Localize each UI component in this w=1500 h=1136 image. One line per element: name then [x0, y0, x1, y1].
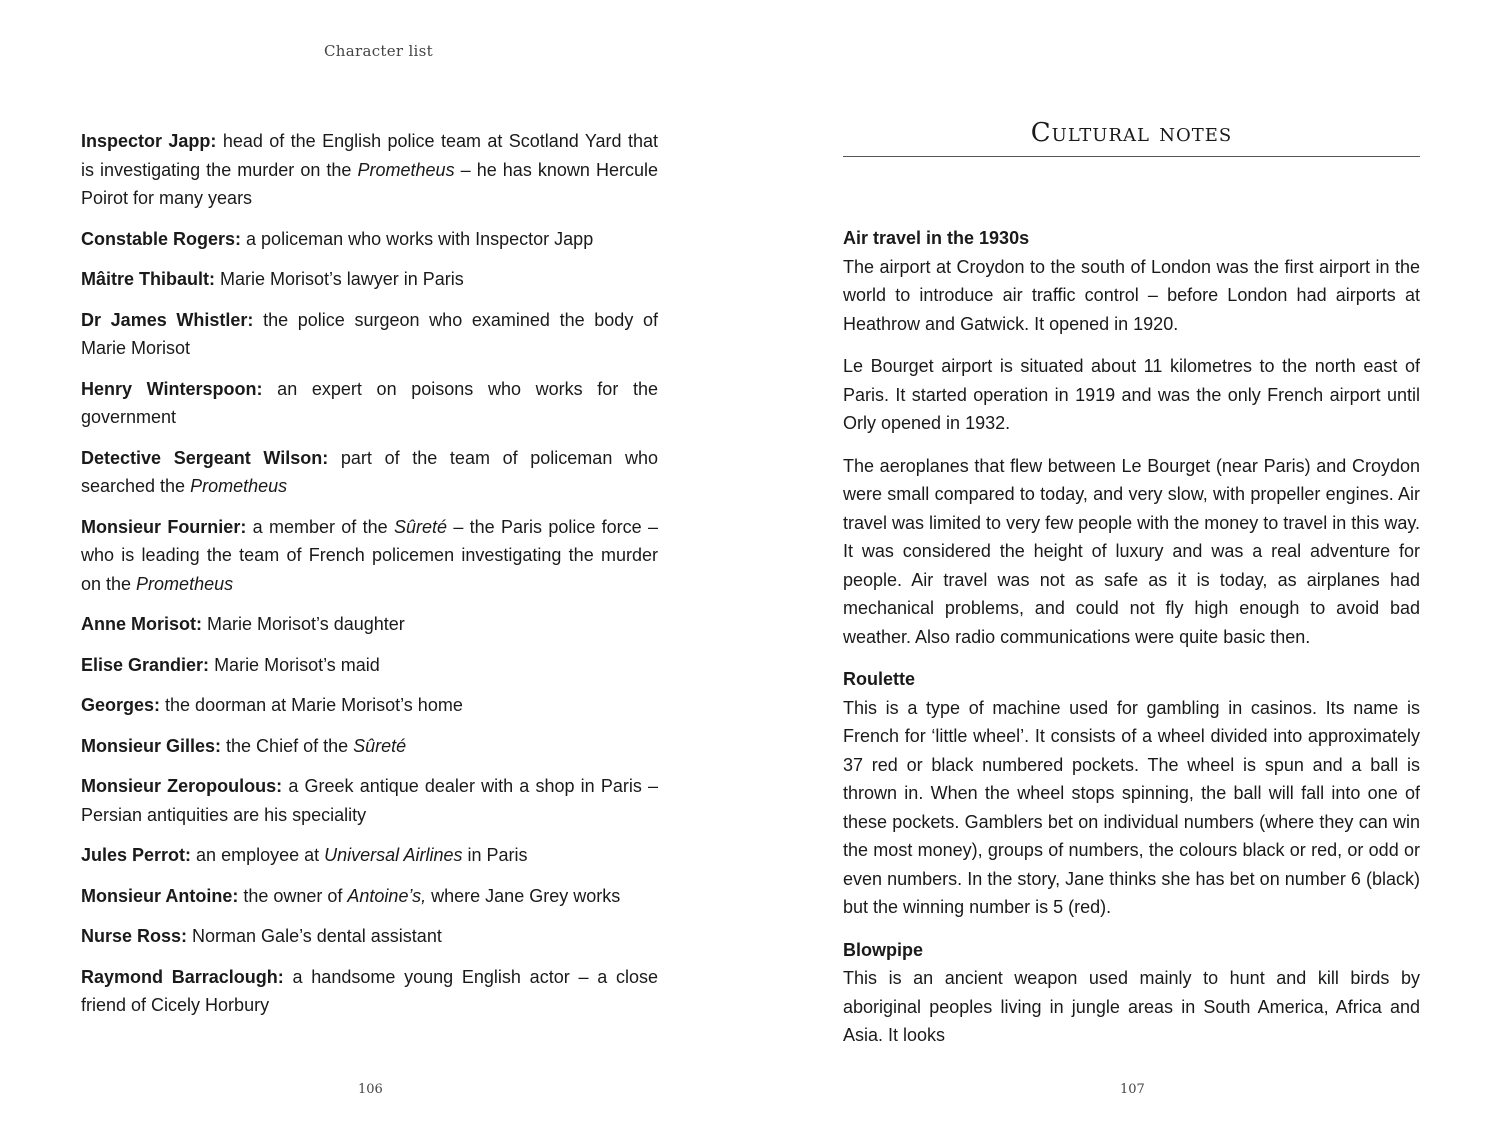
character-name: Monsieur Gilles: [81, 735, 222, 756]
character-name: Detective Sergeant Wilson: [81, 447, 329, 468]
character-description: the doorman at Marie Morisot’s home [160, 695, 463, 715]
character-name: Anne Morisot: [81, 614, 202, 634]
character-description: a Greek antique dealer with a shop in Paris – Persian antiquities are his speciality [81, 776, 659, 825]
note-section [843, 224, 1420, 651]
running-head: Character list [324, 42, 433, 60]
cultural-notes [843, 224, 1420, 1064]
character-description: an expert on poisons who works for the government [81, 378, 658, 427]
character-name: Nurse Ross: [81, 926, 188, 946]
character-description: Norman Gale’s dental assistant [187, 926, 442, 946]
character-entry [81, 610, 658, 639]
character-entry [81, 772, 658, 829]
character-name: Georges: [81, 695, 161, 715]
character-description-italic: Sûreté [393, 516, 448, 537]
character-name: Monsieur Fournier: [81, 516, 247, 537]
note-paragraph: The airport at Croydon to the south of London was the first airport in the world to introduce air traffic control – before London had airports at Heathrow and Gatwick. It opened in 1920. [843, 256, 1420, 334]
character-description: a member of the [246, 516, 394, 537]
character-description: a handsome young English actor – a close friend of Cicely Horbury [81, 966, 658, 1015]
character-entry [81, 265, 658, 294]
character-entry [81, 127, 658, 213]
character-description-italic: Sûreté [353, 735, 407, 756]
character-description: a policeman who works with Inspector Japp [241, 228, 594, 249]
character-name: Constable Rogers: [81, 228, 242, 249]
character-description: Marie Morisot’s maid [209, 654, 380, 675]
character-description: the owner of [238, 885, 348, 906]
character-description: Marie Morisot’s daughter [202, 614, 405, 634]
note-paragraph: This is a type of machine used for gambling in casinos. Its name is French for ‘little wheel’. It consists of a wheel divided into approximately 37 red or black numbered pockets. The wheel is spun and a ball is thrown in. When the wheel stops spinning, the ball will fall into one of these pockets. Gamblers bet on individual numbers (where they can win the most money), groups of numbers, the colours black or red, or odd or even numbers. In the story, Jane thinks she has bet on number 6 (black) but the winning number is 5 (red). [843, 697, 1420, 917]
character-name: Mâitre Thibault: [81, 269, 215, 289]
character-description: – the Paris police force – who is leading the team of French policemen investigating the murder on the [81, 516, 658, 594]
note-paragraph: Le Bourget airport is situated about 11 kilometres to the north east of Paris. It started operation in 1919 and was the only French airport until Orly opened in 1932. [843, 356, 1420, 433]
character-name: Inspector Japp: [81, 131, 217, 151]
character-description: where Jane Grey works [426, 885, 621, 906]
character-description: – he has known Hercule Poirot for many years [81, 159, 658, 208]
note-paragraph: This is an ancient weapon used mainly to hunt and kill birds by aboriginal peoples living in jungle areas in South America, Africa and Asia. It looks [843, 968, 1420, 1045]
page-number-right: 107 [1120, 1082, 1145, 1097]
note-paragraph: The aeroplanes that flew between Le Bourget (near Paris) and Croydon were small compared to today, and very slow, with propeller engines. Air travel was limited to very few people with the money to travel in this way. It was considered the height of luxury and was a real adventure for people. Air travel was not as safe as it is today, as airplanes had mechanical problems, and could not fly high enough to avoid bad weather. Also radio communications were quite basic then. [843, 455, 1420, 647]
character-name: Jules Perrot: [81, 845, 192, 865]
character-description: in Paris [462, 845, 528, 865]
character-description: the police surgeon who examined the body of Marie Morisot [81, 309, 658, 358]
character-entry [81, 882, 658, 911]
character-name: Monsieur Antoine: [81, 885, 239, 906]
note-section [843, 665, 1420, 922]
note-section [843, 936, 1420, 1050]
right-page [750, 0, 1500, 1136]
character-entry [81, 732, 658, 761]
character-entry [81, 306, 658, 363]
title-divider [843, 156, 1420, 157]
note-heading: Blowpipe [843, 939, 923, 960]
character-description: an employee at [191, 845, 325, 865]
character-list [81, 127, 658, 1032]
character-description-italic: Prometheus [357, 159, 455, 180]
character-name: Raymond Barraclough: [81, 966, 284, 987]
character-name: Monsieur Zeropoulous: [81, 776, 283, 796]
character-entry [81, 375, 658, 432]
character-name: Henry Winterspoon: [81, 378, 263, 399]
note-heading: Roulette [843, 669, 915, 689]
character-description-italic: Universal Airlines [324, 845, 463, 865]
character-name: Dr James Whistler: [81, 309, 254, 330]
character-entry [81, 513, 658, 599]
character-entry [81, 691, 658, 720]
character-entry [81, 651, 658, 680]
character-description-italic: Prometheus [136, 573, 234, 594]
character-entry [81, 922, 658, 951]
character-description-italic: Antoine’s, [347, 885, 427, 906]
section-title: Cultural notes [1030, 118, 1233, 148]
note-heading: Air travel in the 1930s [843, 228, 1030, 248]
character-name: Elise Grandier: [81, 654, 210, 675]
character-description: the Chief of the [221, 735, 354, 756]
character-entry [81, 841, 658, 870]
character-entry [81, 444, 658, 501]
character-description: Marie Morisot’s lawyer in Paris [215, 269, 464, 289]
character-description: head of the English police team at Scotland Yard that is investigating the murder on the [81, 131, 658, 180]
character-description: part of the team of policeman who searched the [81, 447, 659, 496]
character-entry [81, 225, 658, 254]
page-number-left: 106 [358, 1082, 383, 1097]
character-entry [81, 963, 658, 1020]
character-description-italic: Prometheus [190, 476, 288, 496]
